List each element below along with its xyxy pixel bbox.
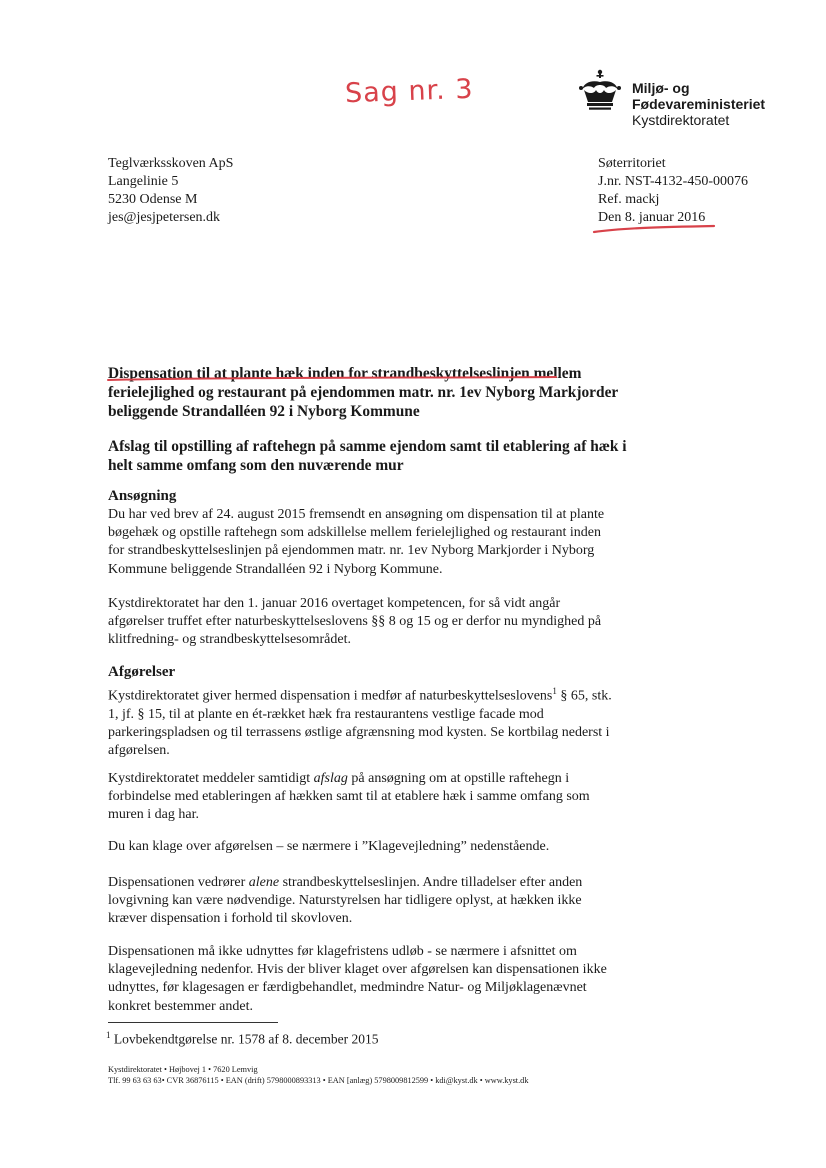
decision-paragraph-5: Dispensationen må ikke udnyttes før klagefristens udløb - se nærmere i afsnittet om klagevejledning nedenfor. Hvis der bliver klaget over afgørelsen kan dispensationen ikke udnyttes, før klagesagen er færdigbehandlet, medmindre Natur- og Miljøklagenævnet konkret bestemmer andet. (108, 944, 607, 1014)
application-paragraph-1: Du har ved brev af 24. august 2015 fremsendt en ansøgning om dispensation til at plante bøgehæk og opstille raftehegn som adskillelse mellem ferielejlighed og restaurant inden for strandbeskyttelseslinjen på ejendommen matr. nr. 1ev Nyborg Markjorder i Nyborg Kommune beliggende Strandalléen 92 i Nyborg Kommune. (108, 507, 605, 577)
page-footer (108, 1064, 528, 1086)
agency-name: Kystdirektoratet (632, 112, 730, 128)
recipient-email: jes@jesjpetersen.dk (108, 210, 221, 225)
letter-date: Den 8. januar 2016 (598, 210, 706, 225)
decision-p4-text-b: strandbeskyttelseslinjen. Andre tilladelser efter anden lovgivning kan være nødvendige. Naturstyrelsen har tidligere oplyst, at hækken ikke kræver dispensation i forhold til skovloven. (108, 875, 583, 927)
footnote-ref: 1 (552, 686, 557, 696)
decision-paragraph-2 (108, 770, 618, 825)
heading-decisions: Afgørelser (108, 664, 176, 680)
footer-address: Kystdirektoratet • Højbovej 1 • 7620 Lemvig (108, 1065, 258, 1074)
ministry-line2: Fødevareministeriet (632, 96, 766, 112)
department: Søterritoriet (598, 156, 666, 171)
decision-p2-emphasis: afslag (313, 771, 348, 786)
red-underline-mark (592, 222, 716, 236)
footnote-divider (108, 1022, 278, 1023)
footnote (106, 1030, 379, 1048)
letter-meta (598, 155, 748, 227)
crown-logo-icon (576, 68, 624, 114)
decision-paragraph-3: Du kan klage over afgørelsen – se nærmere i ”Klagevejledning” nedenstående. (108, 839, 550, 854)
decision-p1-text-b: § 65, stk. 1, jf. § 15, til at plante en ét-rækket hæk fra restaurantens vestlige facade mod parkeringspladsen og til terrassens østlige afgrænsning mod kysten. Se kortbilag nederst i afgørelsen. (108, 688, 612, 759)
footnote-mark: 1 (106, 1030, 111, 1040)
ministry-line1: Miljø- og (632, 80, 690, 96)
refusal-title: Afslag til opstilling af raftehegn på samme ejendom samt til etablering af hæk i helt samme omfang som den nuværende mur (108, 438, 627, 474)
reference: Ref. mackj (598, 192, 660, 207)
decision-p2-text-a: Kystdirektoratet meddeler samtidigt (108, 771, 314, 786)
decision-paragraph-4 (108, 874, 618, 929)
ministry-name (632, 80, 765, 128)
decision-p2-text-b: på ansøgning om at opstille raftehegn i forbindelse med etableringen af hækken samt til at etablere hæk i samme omfang som muren i dag har. (108, 771, 590, 823)
decision-p4-emphasis: alene (248, 875, 280, 890)
application-paragraph-2: Kystdirektoratet har den 1. januar 2016 overtaget kompetencen, for så vidt angår afgørelser truffet efter naturbeskyttelseslovens §§ 8 og 15 og er derfor nu myndighed på klitfredning- og strandbeskyttelsesområdet. (108, 596, 602, 648)
decision-title: Dispensation til at plante hæk inden for strandbeskyttelseslinjen mellem ferielejlighed og restaurant på ejendommen matr. nr. 1ev Nyborg Markjorder beliggende Strandalléen 92 i Nyborg Kommune (108, 365, 618, 420)
decision-p4-text-a: Dispensationen vedrører (108, 875, 249, 890)
footnote-text: Lovbekendtgørelse nr. 1578 af 8. december 2015 (110, 1031, 379, 1047)
recipient-city: 5230 Odense M (108, 192, 198, 207)
recipient-street: Langelinie 5 (108, 174, 179, 189)
red-title-underline-mark (106, 374, 558, 384)
heading-application: Ansøgning (108, 488, 177, 504)
recipient-name: Teglværksskoven ApS (108, 156, 234, 171)
handwritten-case-note: Sag nr. 3 (344, 73, 474, 110)
decision-p1-text-a: Kystdirektoratet giver hermed dispensation i medfør af naturbeskyttelseslovens (108, 688, 553, 704)
case-number: J.nr. NST-4132-450-00076 (598, 174, 748, 189)
footer-contact: Tlf. 99 63 63 63• CVR 36876115 • EAN (drift) 5798000893313 • EAN [anlæg) 5798009812599 • kdi@kyst.dk • www.kyst.dk (108, 1076, 529, 1085)
recipient-address (108, 155, 233, 227)
decision-paragraph-1 (108, 682, 618, 760)
